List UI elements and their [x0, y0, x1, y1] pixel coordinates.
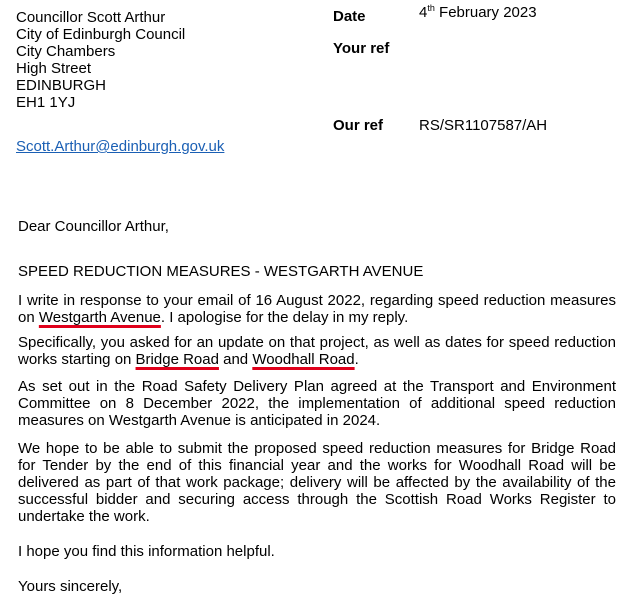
recipient-name: Councillor Scott Arthur — [16, 9, 166, 26]
your-ref-label: Your ref — [333, 40, 390, 57]
recipient-org: City of Edinburgh Council — [16, 26, 186, 43]
paragraph-5: I hope you find this information helpful. — [18, 543, 275, 560]
paragraph-2 — [18, 334, 616, 368]
date-day: 4 — [419, 4, 428, 21]
recipient-street: High Street — [16, 60, 92, 77]
paragraph-1 — [18, 292, 616, 326]
date-label: Date — [333, 8, 366, 25]
paragraph-2-text-a: Specifically, you asked for an update on that project, as well as dates for speed reduction works starting on — [18, 334, 616, 368]
highlight-westgarth-avenue: Westgarth Avenue — [38, 309, 161, 326]
recipient-email-link[interactable]: Scott.Arthur@edinburgh.gov.uk — [16, 138, 225, 155]
our-ref-label: Our ref — [333, 117, 384, 134]
paragraph-1-text-a: I write in response to your email of 16 August 2022, regarding speed reduction measures on — [18, 292, 616, 326]
our-ref-value: RS/SR1107587/AH — [419, 117, 548, 134]
recipient-city: EDINBURGH — [16, 77, 107, 94]
paragraph-1-text-b: . I apologise for the delay in my reply. — [160, 309, 409, 326]
date-suffix: th — [427, 3, 435, 13]
recipient-postcode: EH1 1YJ — [16, 94, 76, 111]
highlight-woodhall-road: Woodhall Road — [252, 351, 355, 368]
paragraph-4: We hope to be able to submit the proposed speed reduction measures for Bridge Road for Tender by the end of this financial year and the works for Woodhall Road will be delivered as part of that work package; delivery will be affected by the availability of the successful bidder and securing access through the Scottish Road Works Register to undertake the work. — [18, 440, 616, 525]
date-month-year: February 2023 — [434, 4, 537, 21]
paragraph-2-text-c: . — [354, 351, 359, 368]
paragraph-3: As set out in the Road Safety Delivery Plan agreed at the Transport and Environment Committee on 8 December 2022, the implementation of additional speed reduction measures on Westgarth Avenue is anticipated in 2024. — [18, 378, 616, 429]
date-value — [419, 4, 537, 21]
letter-subject: SPEED REDUCTION MEASURES - WESTGARTH AVENUE — [18, 263, 424, 280]
closing: Yours sincerely, — [18, 578, 123, 595]
paragraph-2-text-b: and — [218, 351, 253, 368]
salutation: Dear Councillor Arthur, — [18, 218, 169, 235]
recipient-building: City Chambers — [16, 43, 116, 60]
highlight-bridge-road: Bridge Road — [135, 351, 219, 368]
